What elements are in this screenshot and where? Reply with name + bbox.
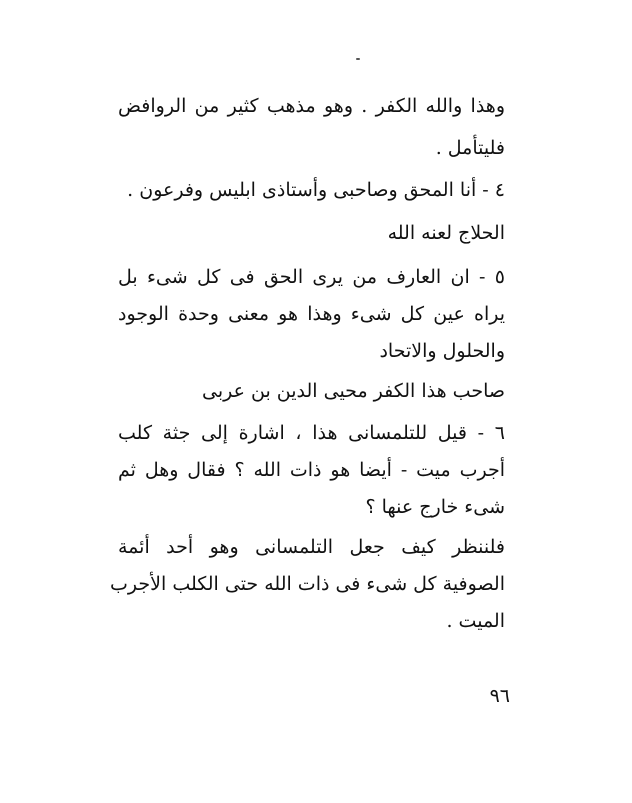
text-line: فليتأمل . xyxy=(435,137,505,159)
text-line: فلننظر كيف جعل التلمسانى وهو أحد أئمة xyxy=(118,536,505,558)
text-line: يراه عين كل شىء وهذا هو معنى وحدة الوجود xyxy=(118,303,505,325)
text-line: ٤ - أنا المحق وصاحبى وأستاذى ابليس وفرعون . xyxy=(127,179,505,201)
text-line: صاحب هذا الكفر محيى الدين بن عربى xyxy=(202,380,505,402)
text-line: ٦ - قيل للتلمسانى هذا ، اشارة إلى جثة كلب xyxy=(118,422,505,444)
text-line: الحلاج لعنه الله xyxy=(387,222,505,244)
text-line: وهذا والله الكفر . وهو مذهب كثير من الروافض xyxy=(118,95,505,117)
page-number: ٩٦ xyxy=(489,685,510,707)
text-line: والحلول والاتحاد xyxy=(379,340,505,362)
text-line: شىء خارج عنها ؟ xyxy=(365,496,505,518)
text-line: الصوفية كل شىء فى ذات الله حتى الكلب الأجرب xyxy=(110,573,505,595)
text-line: ٥ - ان العارف من يرى الحق فى كل شىء بل xyxy=(118,266,505,288)
text-line: أجرب ميت - أيضا هو ذات الله ؟ فقال وهل ثم xyxy=(118,459,505,481)
text-line: الميت . xyxy=(446,610,505,632)
print-speck xyxy=(356,58,360,60)
